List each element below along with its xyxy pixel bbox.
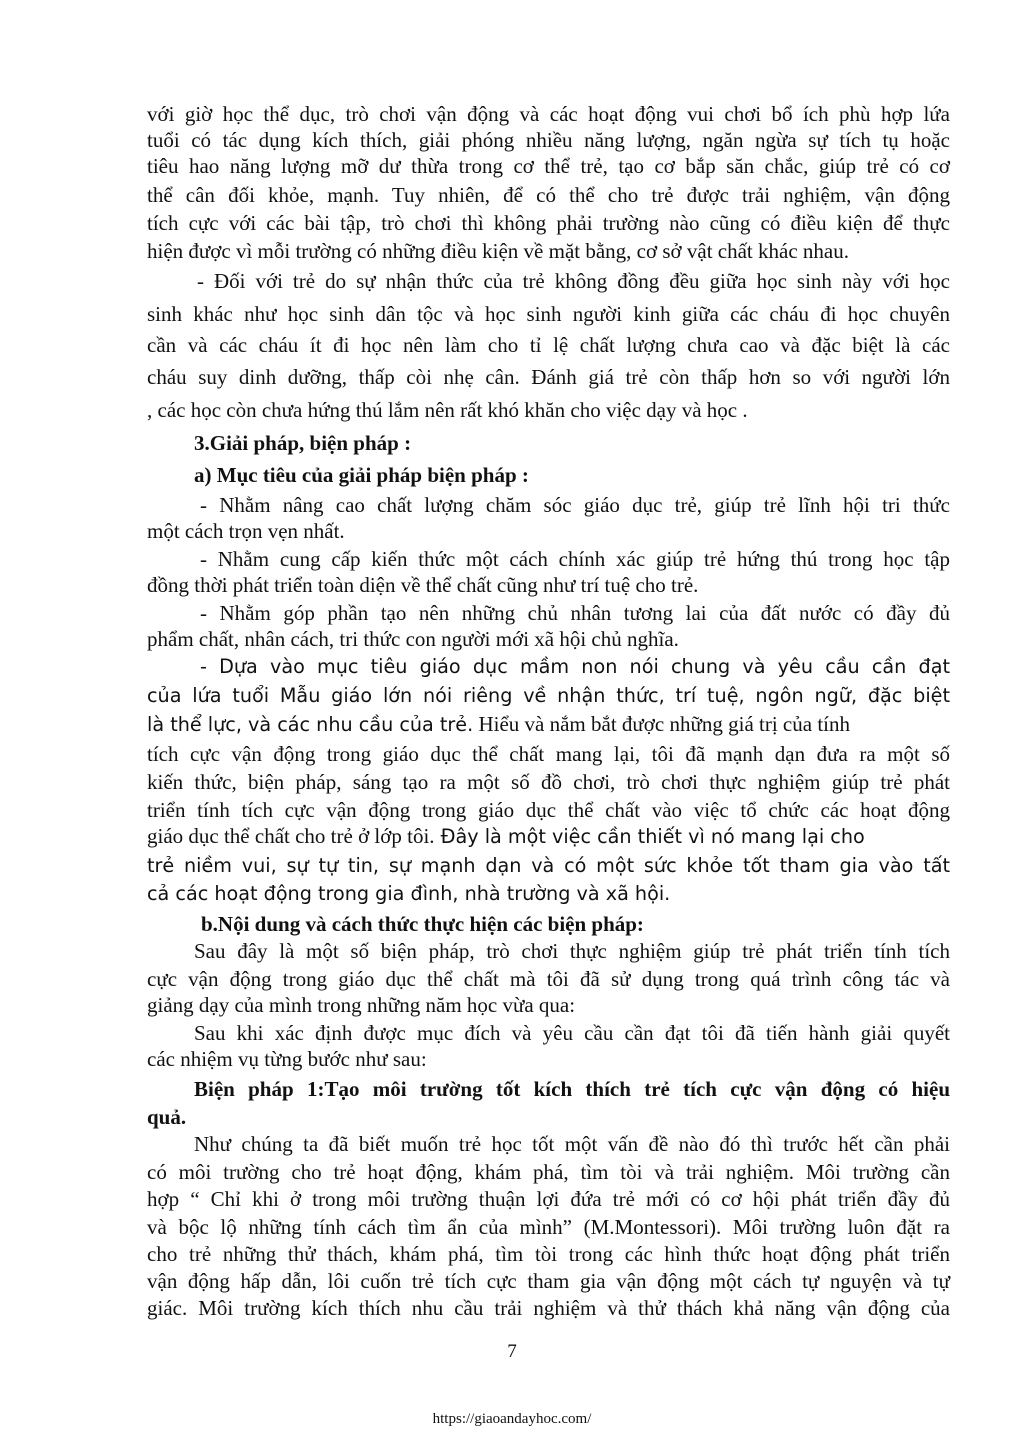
text-line: có môi trường cho trẻ hoạt động, khám phá, tìm tòi và trải nghiệm. Môi trường cần: [147, 1160, 950, 1184]
text-line: trẻ niềm vui, sự tự tin, sự mạnh dạn và có một sức khỏe tốt tham gia vào tất: [147, 854, 950, 877]
text-line: phẩm chất, nhân cách, tri thức con người mới xã hội chủ nghĩa.: [147, 627, 679, 651]
text-line: cần và các cháu ít đi học nên làm cho tỉ lệ chất lượng chưa cao và đặc biệt là các: [147, 333, 950, 357]
text-line: vận động hấp dẫn, lôi cuốn trẻ tích cực tham gia vận động một cách tự nguyện và tự: [147, 1269, 950, 1293]
text-line: , các học còn chưa hứng thú lắm nên rất khó khăn cho việc dạy và học .: [147, 398, 748, 422]
text-line: các nhiệm vụ từng bước như sau:: [147, 1047, 427, 1071]
text-line: tích cực vận động trong giáo dục thể chất mang lại, tôi đã mạnh dạn đưa ra một số: [147, 742, 950, 766]
text-line: kiến thức, biện pháp, sáng tạo ra một số đồ chơi, trò chơi thực nghiệm giúp trẻ phát: [147, 770, 950, 794]
text-line: hợp “ Chỉ khi ở trong môi trường thuận lợi đứa trẻ mới có cơ hội phát triển đầy đủ: [147, 1187, 950, 1211]
text-line: - Dựa vào mục tiêu giáo dục mầm non nói chung và yêu cầu cần đạt: [200, 655, 950, 678]
text-line: - Nhằm cung cấp kiến thức một cách chính xác giúp trẻ hứng thú trong học tập: [200, 547, 950, 571]
text-line: tiêu hao năng lượng mỡ dư thừa trong cơ thể trẻ, tạo cơ bắp săn chắc, giúp trẻ có cơ: [147, 154, 950, 178]
text-line: giác. Môi trường kích thích nhu cầu trải nghiệm và thử thách khả năng vận động của: [147, 1296, 950, 1320]
text-line: [147, 710, 950, 739]
text-line: với giờ học thể dục, trò chơi vận động và các hoạt động vui chơi bổ ích phù hợp lứa: [147, 102, 950, 126]
section-heading: 3.Giải pháp, biện pháp :: [194, 431, 412, 455]
footer-url: https://giaoandayhoc.com/: [432, 1411, 592, 1427]
text-line: cho trẻ những thử thách, khám phá, tìm tòi trong các hình thức hoạt động phát triển: [147, 1242, 950, 1266]
text-line: Sau khi xác định được mục đích và yêu cầu cần đạt tôi đã tiến hành giải quyết: [194, 1021, 950, 1045]
page-number: 7: [507, 1341, 517, 1362]
text-line: Như chúng ta đã biết muốn trẻ học tốt một vấn đề nào đó thì trước hết cần phải: [194, 1132, 950, 1156]
text-line: cả các hoạt động trong gia đình, nhà trường và xã hội.: [147, 882, 671, 905]
text-line: một cách trọn vẹn nhất.: [147, 519, 345, 543]
text-line: triển tính tích cực vận động trong giáo dục thể chất vào việc tổ chức các hoạt động: [147, 798, 950, 822]
text-line: - Đối với trẻ do sự nhận thức của trẻ không đồng đều giữa học sinh này với học: [197, 269, 950, 293]
text-line: tuổi có tác dụng kích thích, giải phóng nhiều năng lượng, ngăn ngừa sự tích tụ hoặc: [147, 128, 950, 152]
subsection-heading: a) Mục tiêu của giải pháp biện pháp :: [194, 463, 529, 487]
text-line: tích cực với các bài tập, trò chơi thì không phải trường nào cũng có điều kiện để thực: [147, 211, 950, 235]
text-span: Đây là một việc cần thiết vì nó mang lại cho: [434, 825, 865, 848]
measure-heading: Biện pháp 1:Tạo môi trường tốt kích thích trẻ tích cực vận động có hiệu: [194, 1077, 950, 1101]
text-span: giáo dục thể chất cho trẻ ở lớp tôi.: [147, 824, 435, 848]
subsection-heading: b.Nội dung và cách thức thực hiện các biện pháp:: [201, 912, 644, 936]
text-span: là thể lực, và các nhu cầu của trẻ.: [147, 713, 474, 736]
text-line: giảng dạy của mình trong những năm học vừa qua:: [147, 993, 576, 1017]
text-line: của lứa tuổi Mẫu giáo lớn nói riêng về nhận thức, trí tuệ, ngôn ngữ, đặc biệt: [147, 684, 950, 707]
text-line: - Nhằm nâng cao chất lượng chăm sóc giáo dục trẻ, giúp trẻ lĩnh hội tri thức: [200, 493, 950, 517]
text-line: - Nhằm góp phần tạo nên những chủ nhân tương lai của đất nước có đầy đủ: [200, 601, 950, 625]
text-line: cháu suy dinh dưỡng, thấp còi nhẹ cân. Đánh giá trẻ còn thấp hơn so với người lớn: [147, 365, 950, 389]
text-line: và bộc lộ những tính cách tìm ẩn của mình” (M.Montessori). Môi trường luôn đặt ra: [147, 1215, 950, 1239]
text-line: cực vận động trong giáo dục thể chất mà tôi đã sử dụng trong quá trình công tác và: [147, 967, 950, 991]
text-line: [147, 822, 950, 851]
text-line: thể cân đối khỏe, mạnh. Tuy nhiên, để có thể cho trẻ được trải nghiệm, vận động: [147, 183, 950, 207]
text-line: sinh khác như học sinh dân tộc và học sinh người kinh giữa các cháu đi học chuyên: [147, 302, 950, 326]
measure-heading: quả.: [147, 1105, 187, 1129]
text-span: Hiểu và nắm bắt được những giá trị của tính: [473, 712, 850, 736]
text-line: đồng thời phát triển toàn diện về thể chất cũng như trí tuệ cho trẻ.: [147, 573, 699, 597]
text-line: hiện được vì mỗi trường có những điều kiện về mặt bằng, cơ sở vật chất khác nhau.: [147, 239, 849, 263]
text-line: Sau đây là một số biện pháp, trò chơi thực nghiệm giúp trẻ phát triển tính tích: [194, 939, 950, 963]
